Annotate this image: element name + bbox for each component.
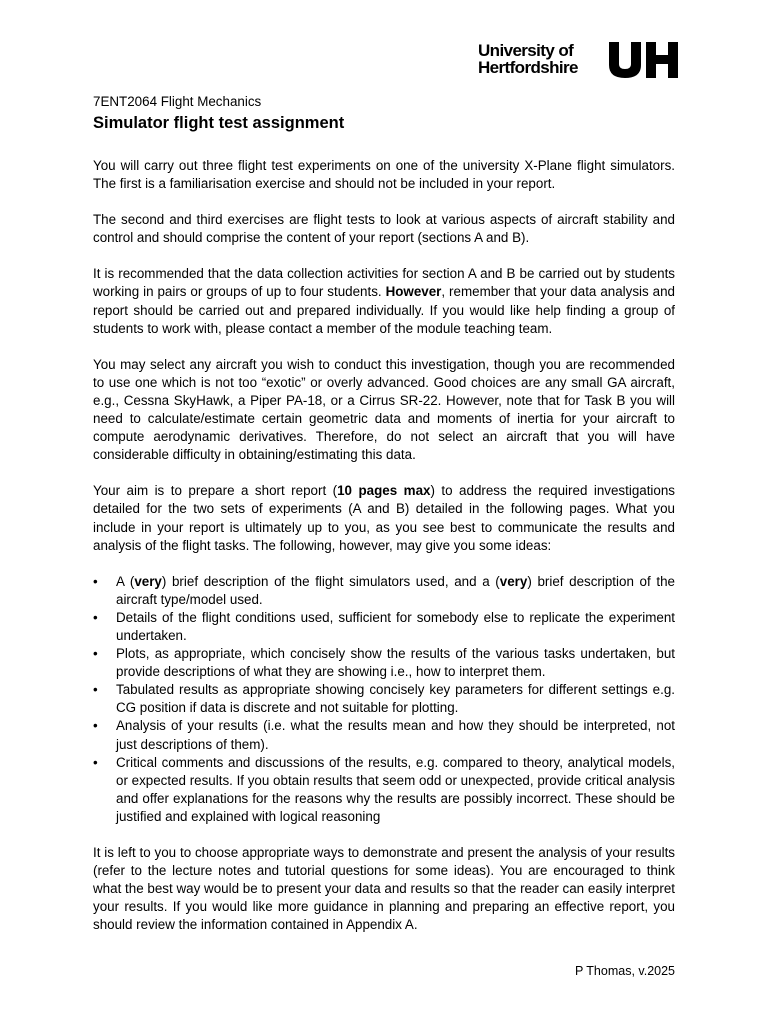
document-body — [93, 93, 675, 934]
list-item: • Tabulated results as appropriate showing concisely key parameters for different settings e.g. CG position if data is discrete and not suitable for plotting. — [93, 682, 675, 716]
paragraph-exercises: The second and third exercises are flight tests to look at various aspects of aircraft stability and control and should comprise the content of your report (sections A and B). — [93, 212, 675, 246]
paragraph-aim: Your aim is to prepare a short report (10 pages max) to address the required investigations detailed for the two sets of experiments (A and B) detailed in the following pages. What you include in your report is ultimately up to you, as you see best to communicate the results and analysis of the flight tasks. The following, however, may give you some ideas: — [93, 483, 676, 553]
logo-line-1: University of — [478, 41, 574, 60]
bullet-icon: • — [93, 646, 98, 662]
logo-wordmark — [478, 42, 578, 76]
ideas-list — [93, 573, 675, 826]
list-item: • Analysis of your results (i.e. what the results mean and how they should be interpreted, not just descriptions of them). — [93, 718, 675, 752]
footer-author-version: P Thomas, v.2025 — [574, 964, 675, 978]
university-logo — [478, 42, 678, 80]
course-code: 7ENT2064 Flight Mechanics — [93, 94, 262, 109]
emphasis-page-limit: 10 pages max — [337, 483, 431, 499]
logo-line-2: Hertfordshire — [478, 58, 578, 77]
list-item: • Plots, as appropriate, which concisely show the results of the various tasks undertaken, but provide descriptions of what they are showing i.e., how to interpret them. — [93, 646, 675, 680]
bullet-icon: • — [93, 573, 98, 589]
paragraph-intro: You will carry out three flight test experiments on one of the university X-Plane flight simulators. The first is a familiarisation exercise and should not be included in your report. — [93, 158, 675, 192]
bullet-icon: • — [93, 718, 98, 734]
paragraph-aircraft: You may select any aircraft you wish to conduct this investigation, though you are recommended to use one which is not too “exotic” or overly advanced. Good choices are any small GA aircraft, e.g., Cessna SkyHawk, a Piper PA-18, or a Cirrus SR-22. However, note that for Task B you will need to calculate/estimate certain geometric data and moments of inertia for your aircraft to compute aerodynamic derivatives. Therefore, do not select an aircraft that you will have considerable difficulty in obtaining/estimating this data. — [93, 356, 675, 463]
emphasis-however: However — [385, 284, 442, 300]
paragraph-presentation: It is left to you to choose appropriate ways to demonstrate and present the analysis of your results (refer to the lecture notes and tutorial questions for some ideas). You are encouraged to think what the best way would be to present your data and results so that the reader can easily interpret your results. If you would like more guidance in planning and preparing an effective report, you should review the information contained in Appendix A. — [93, 845, 675, 933]
list-item: • A (very) brief description of the flight simulators used, and a (very) brief description of the aircraft type/model used. — [93, 573, 675, 607]
bullet-icon: • — [93, 609, 98, 625]
document-title: Simulator flight test assignment — [93, 114, 345, 132]
list-item: • Details of the flight conditions used, sufficient for somebody else to replicate the experiment undertaken. — [93, 609, 675, 643]
bullet-icon: • — [93, 682, 98, 698]
list-item: • Critical comments and discussions of the results, e.g. compared to theory, analytical models, or expected results. If you obtain results that seem odd or unexpected, provide critical analysis and offer explanations for the reasons why the results are possibly incorrect. These should be justified and explained with logical reasoning — [93, 754, 675, 824]
uh-logo-mark-icon — [609, 42, 678, 78]
paragraph-groups: It is recommended that the data collection activities for section A and B be carried out by students working in pairs or groups of up to four students. However, remember that your data analysis and report should be carried out and prepared individually. If you would like help finding a group of students to work with, please contact a member of the module teaching team. — [93, 266, 675, 336]
bullet-icon: • — [93, 754, 98, 770]
